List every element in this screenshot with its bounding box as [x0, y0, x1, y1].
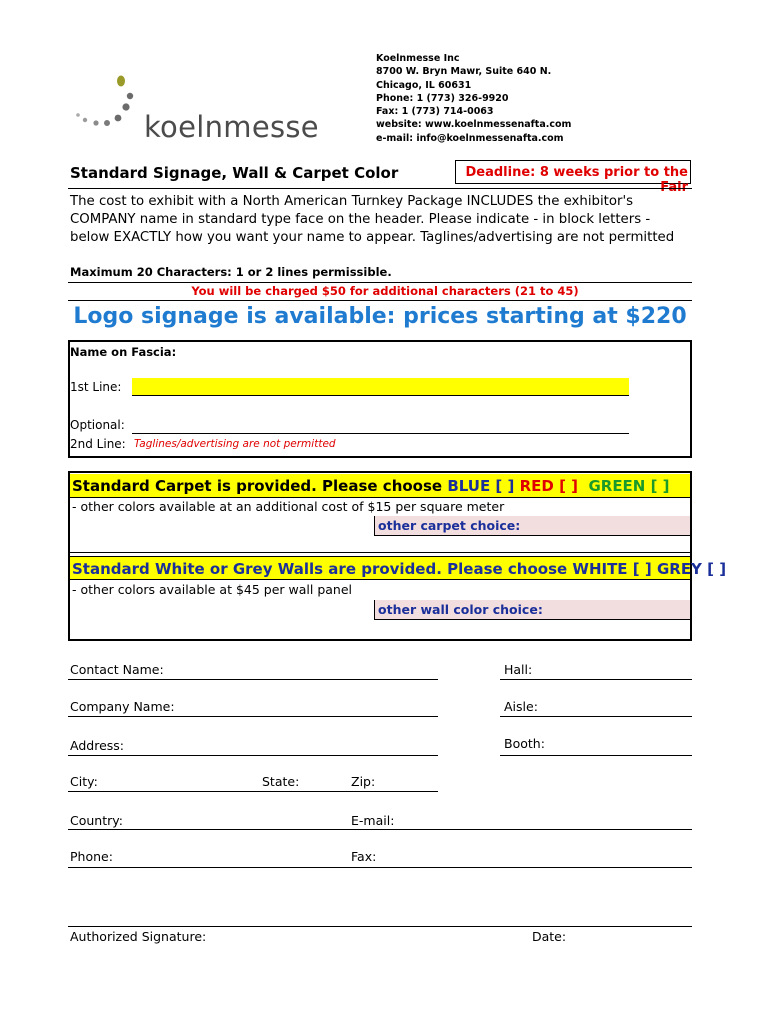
- address-label: Address:: [70, 738, 124, 753]
- company-fax: Fax: 1 (773) 714-0063: [376, 106, 494, 118]
- signature-line[interactable]: [68, 926, 692, 927]
- company-email[interactable]: e-mail: info@koelnmessenafta.com: [376, 132, 564, 144]
- address-input[interactable]: [68, 755, 438, 756]
- line1-label: 1st Line:: [70, 380, 122, 394]
- koelnmesse-dots-icon: [76, 74, 136, 134]
- company-name-input[interactable]: [68, 716, 438, 717]
- booth-label: Booth:: [504, 736, 545, 751]
- company-phone: Phone: 1 (773) 326-9920: [376, 92, 509, 104]
- company-name-label: Company Name:: [70, 699, 175, 714]
- company-address: 8700 W. Bryn Mawr, Suite 640 N.: [376, 66, 552, 78]
- logo-signage-heading: Logo signage is available: prices starting at $220: [73, 304, 687, 329]
- hall-input[interactable]: [500, 679, 692, 680]
- carpet-blue-option[interactable]: BLUE [ ]: [447, 477, 515, 495]
- fax-label: Fax:: [351, 849, 377, 864]
- city-label: City:: [70, 774, 98, 789]
- carpet-prefix: Standard Carpet is provided. Please choose: [72, 477, 448, 495]
- hall-label: Hall:: [504, 662, 533, 677]
- booth-input[interactable]: [500, 755, 692, 756]
- zip-label: Zip:: [351, 774, 376, 789]
- divider: [68, 188, 692, 189]
- wall-grey-option[interactable]: GREY [ ]: [656, 560, 727, 578]
- carpet-red-option[interactable]: RED [ ]: [519, 477, 578, 495]
- aisle-label: Aisle:: [504, 699, 538, 714]
- contact-name-input[interactable]: [68, 679, 438, 680]
- charge-note: You will be charged $50 for additional characters (21 to 45): [191, 284, 579, 298]
- intro-text: The cost to exhibit with a North American Turnkey Package INCLUDES the exhibitor's COMPANY name in standard type face on the header. Please indicate - in block letters - below EXACTLY how you want your name to appear. Taglines/advertising are not permitted: [70, 194, 675, 245]
- section-title: Standard Signage, Wall & Carpet Color: [70, 164, 399, 182]
- country-email-input[interactable]: [68, 829, 692, 830]
- city-state-zip-input[interactable]: [68, 791, 438, 792]
- aisle-input[interactable]: [500, 716, 692, 717]
- date-label: Date:: [532, 929, 567, 944]
- phone-label: Phone:: [70, 849, 113, 864]
- other-carpet-choice-input[interactable]: other carpet choice:: [374, 516, 690, 536]
- email-label: E-mail:: [351, 813, 395, 828]
- carpet-note: - other colors available at an additional cost of $15 per square meter: [72, 499, 505, 514]
- line1-input[interactable]: [132, 378, 629, 396]
- wall-choice-band: [70, 556, 727, 580]
- carpet-green-option[interactable]: GREEN [ ]: [588, 477, 670, 495]
- wall-prefix: Standard White or Grey Walls are provided. Please choose WHITE: [72, 560, 633, 578]
- line2-label: 2nd Line:: [70, 437, 126, 451]
- line2-input[interactable]: [132, 433, 629, 434]
- company-name: Koelnmesse Inc: [376, 53, 460, 64]
- company-city: Chicago, IL 60631: [376, 79, 472, 91]
- wall-white-option[interactable]: [ ]: [632, 560, 652, 578]
- logo-wordmark: koelnmesse: [144, 110, 319, 144]
- company-info: [376, 52, 571, 145]
- country-label: Country:: [70, 813, 123, 828]
- fascia-label: Name on Fascia:: [70, 345, 177, 359]
- deadline-box: Deadline: 8 weeks prior to the Fair: [455, 160, 691, 184]
- phone-fax-input[interactable]: [68, 867, 692, 868]
- contact-name-label: Contact Name:: [70, 662, 164, 677]
- wall-note: - other colors available at $45 per wall panel: [72, 582, 353, 597]
- max-chars-note: Maximum 20 Characters: 1 or 2 lines permissible.: [70, 265, 392, 279]
- optional-label: Optional:: [70, 418, 125, 432]
- divider: [68, 282, 692, 283]
- line2-note: Taglines/advertising are not permitted: [134, 438, 336, 450]
- signature-label: Authorized Signature:: [70, 929, 207, 944]
- other-wall-choice-input[interactable]: other wall color choice:: [374, 600, 690, 620]
- carpet-choice-band: [70, 474, 690, 498]
- company-website[interactable]: website: www.koelnmessenafta.com: [376, 119, 572, 131]
- state-label: State:: [262, 774, 300, 789]
- divider: [70, 552, 690, 553]
- divider: [68, 300, 692, 301]
